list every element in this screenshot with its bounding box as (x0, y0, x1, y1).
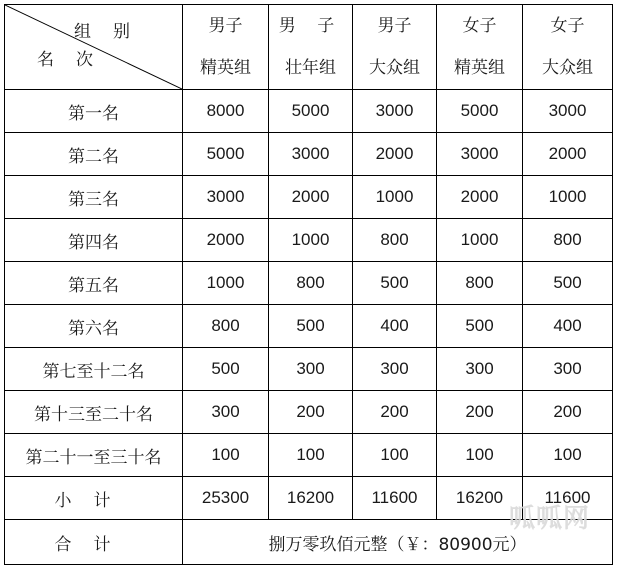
rank-cell: 第二名 (5, 133, 183, 176)
prize-amount-cell: 300 (183, 391, 269, 434)
prize-amount-cell: 100 (353, 434, 437, 477)
prize-amount-cell: 200 (353, 391, 437, 434)
prize-amount-cell: 300 (437, 348, 523, 391)
table-row (5, 348, 613, 391)
column-header (353, 5, 437, 90)
prize-amount-cell: 200 (437, 391, 523, 434)
subtotal-amount-cell: 16200 (269, 477, 353, 520)
table-row (5, 176, 613, 219)
prize-amount-cell: 3000 (437, 133, 523, 176)
rank-cell: 第一名 (5, 90, 183, 133)
grand-total-value: 捌万零玖佰元整（￥：80900元） (183, 520, 613, 565)
prize-amount-cell: 100 (269, 434, 353, 477)
prize-amount-cell: 2000 (183, 219, 269, 262)
table-row (5, 90, 613, 133)
prize-amount-cell: 400 (523, 305, 613, 348)
prize-table (4, 4, 613, 565)
prize-amount-cell: 5000 (437, 90, 523, 133)
prize-amount-cell: 2000 (353, 133, 437, 176)
column-header-line2: 精英组 (200, 58, 251, 78)
subtotal-amount-cell: 16200 (437, 477, 523, 520)
prize-amount-cell: 800 (523, 219, 613, 262)
prize-amount-cell: 1000 (437, 219, 523, 262)
column-header-line2: 壮年组 (285, 58, 336, 78)
prize-amount-cell: 800 (183, 305, 269, 348)
table-row (5, 434, 613, 477)
rank-cell: 第七至十二名 (5, 348, 183, 391)
prize-amount-cell: 200 (269, 391, 353, 434)
column-header (437, 5, 523, 90)
subtotal-amount-cell: 11600 (523, 477, 613, 520)
prize-amount-cell: 5000 (183, 133, 269, 176)
subtotal-amount-cell: 11600 (353, 477, 437, 520)
prize-amount-cell: 1000 (183, 262, 269, 305)
table-row (5, 219, 613, 262)
prize-amount-cell: 100 (437, 434, 523, 477)
corner-label-group: 组别 (74, 22, 152, 42)
grand-total-label: 合计 (5, 520, 183, 565)
column-header (523, 5, 613, 90)
prize-amount-cell: 1000 (353, 176, 437, 219)
rank-cell: 第五名 (5, 262, 183, 305)
prize-amount-cell: 2000 (437, 176, 523, 219)
prize-amount-cell: 800 (437, 262, 523, 305)
prize-amount-cell: 200 (523, 391, 613, 434)
prize-amount-cell: 400 (353, 305, 437, 348)
corner-cell (5, 5, 183, 90)
corner-label-rank: 名次 (37, 50, 115, 70)
prize-amount-cell: 1000 (523, 176, 613, 219)
prize-amount-cell: 8000 (183, 90, 269, 133)
prize-amount-cell: 3000 (269, 133, 353, 176)
prize-amount-cell: 800 (269, 262, 353, 305)
table-row (5, 133, 613, 176)
watermark-logo: 呱呱网 (508, 504, 590, 534)
column-header-line1: 女子 (550, 16, 585, 36)
column-header-line1: 男 子 (278, 16, 343, 36)
prize-amount-cell: 100 (523, 434, 613, 477)
column-header-line1: 男子 (208, 16, 243, 36)
prize-amount-cell: 5000 (269, 90, 353, 133)
rank-cell: 第十三至二十名 (5, 391, 183, 434)
header-row (5, 5, 613, 90)
column-header-line1: 男子 (377, 16, 412, 36)
prize-amount-cell: 300 (523, 348, 613, 391)
prize-amount-cell: 500 (523, 262, 613, 305)
column-header-line2: 大众组 (369, 58, 420, 78)
prize-amount-cell: 1000 (269, 219, 353, 262)
prize-amount-cell: 300 (269, 348, 353, 391)
subtotal-amount-cell: 25300 (183, 477, 269, 520)
rank-cell: 第二十一至三十名 (5, 434, 183, 477)
column-header (183, 5, 269, 90)
column-header-line2: 大众组 (542, 58, 593, 78)
rank-cell: 第四名 (5, 219, 183, 262)
subtotal-label: 小计 (5, 477, 183, 520)
prize-amount-cell: 3000 (353, 90, 437, 133)
column-header (269, 5, 353, 90)
table-row (5, 391, 613, 434)
prize-amount-cell: 500 (269, 305, 353, 348)
prize-amount-cell: 500 (437, 305, 523, 348)
prize-amount-cell: 500 (183, 348, 269, 391)
table-row (5, 262, 613, 305)
prize-amount-cell: 300 (353, 348, 437, 391)
rank-cell: 第三名 (5, 176, 183, 219)
column-header-line2: 精英组 (454, 58, 505, 78)
prize-amount-cell: 800 (353, 219, 437, 262)
column-header-line1: 女子 (462, 16, 497, 36)
table-row (5, 305, 613, 348)
prize-amount-cell: 2000 (523, 133, 613, 176)
prize-amount-cell: 500 (353, 262, 437, 305)
prize-amount-cell: 2000 (269, 176, 353, 219)
prize-amount-cell: 3000 (523, 90, 613, 133)
rank-cell: 第六名 (5, 305, 183, 348)
prize-amount-cell: 100 (183, 434, 269, 477)
prize-amount-cell: 3000 (183, 176, 269, 219)
